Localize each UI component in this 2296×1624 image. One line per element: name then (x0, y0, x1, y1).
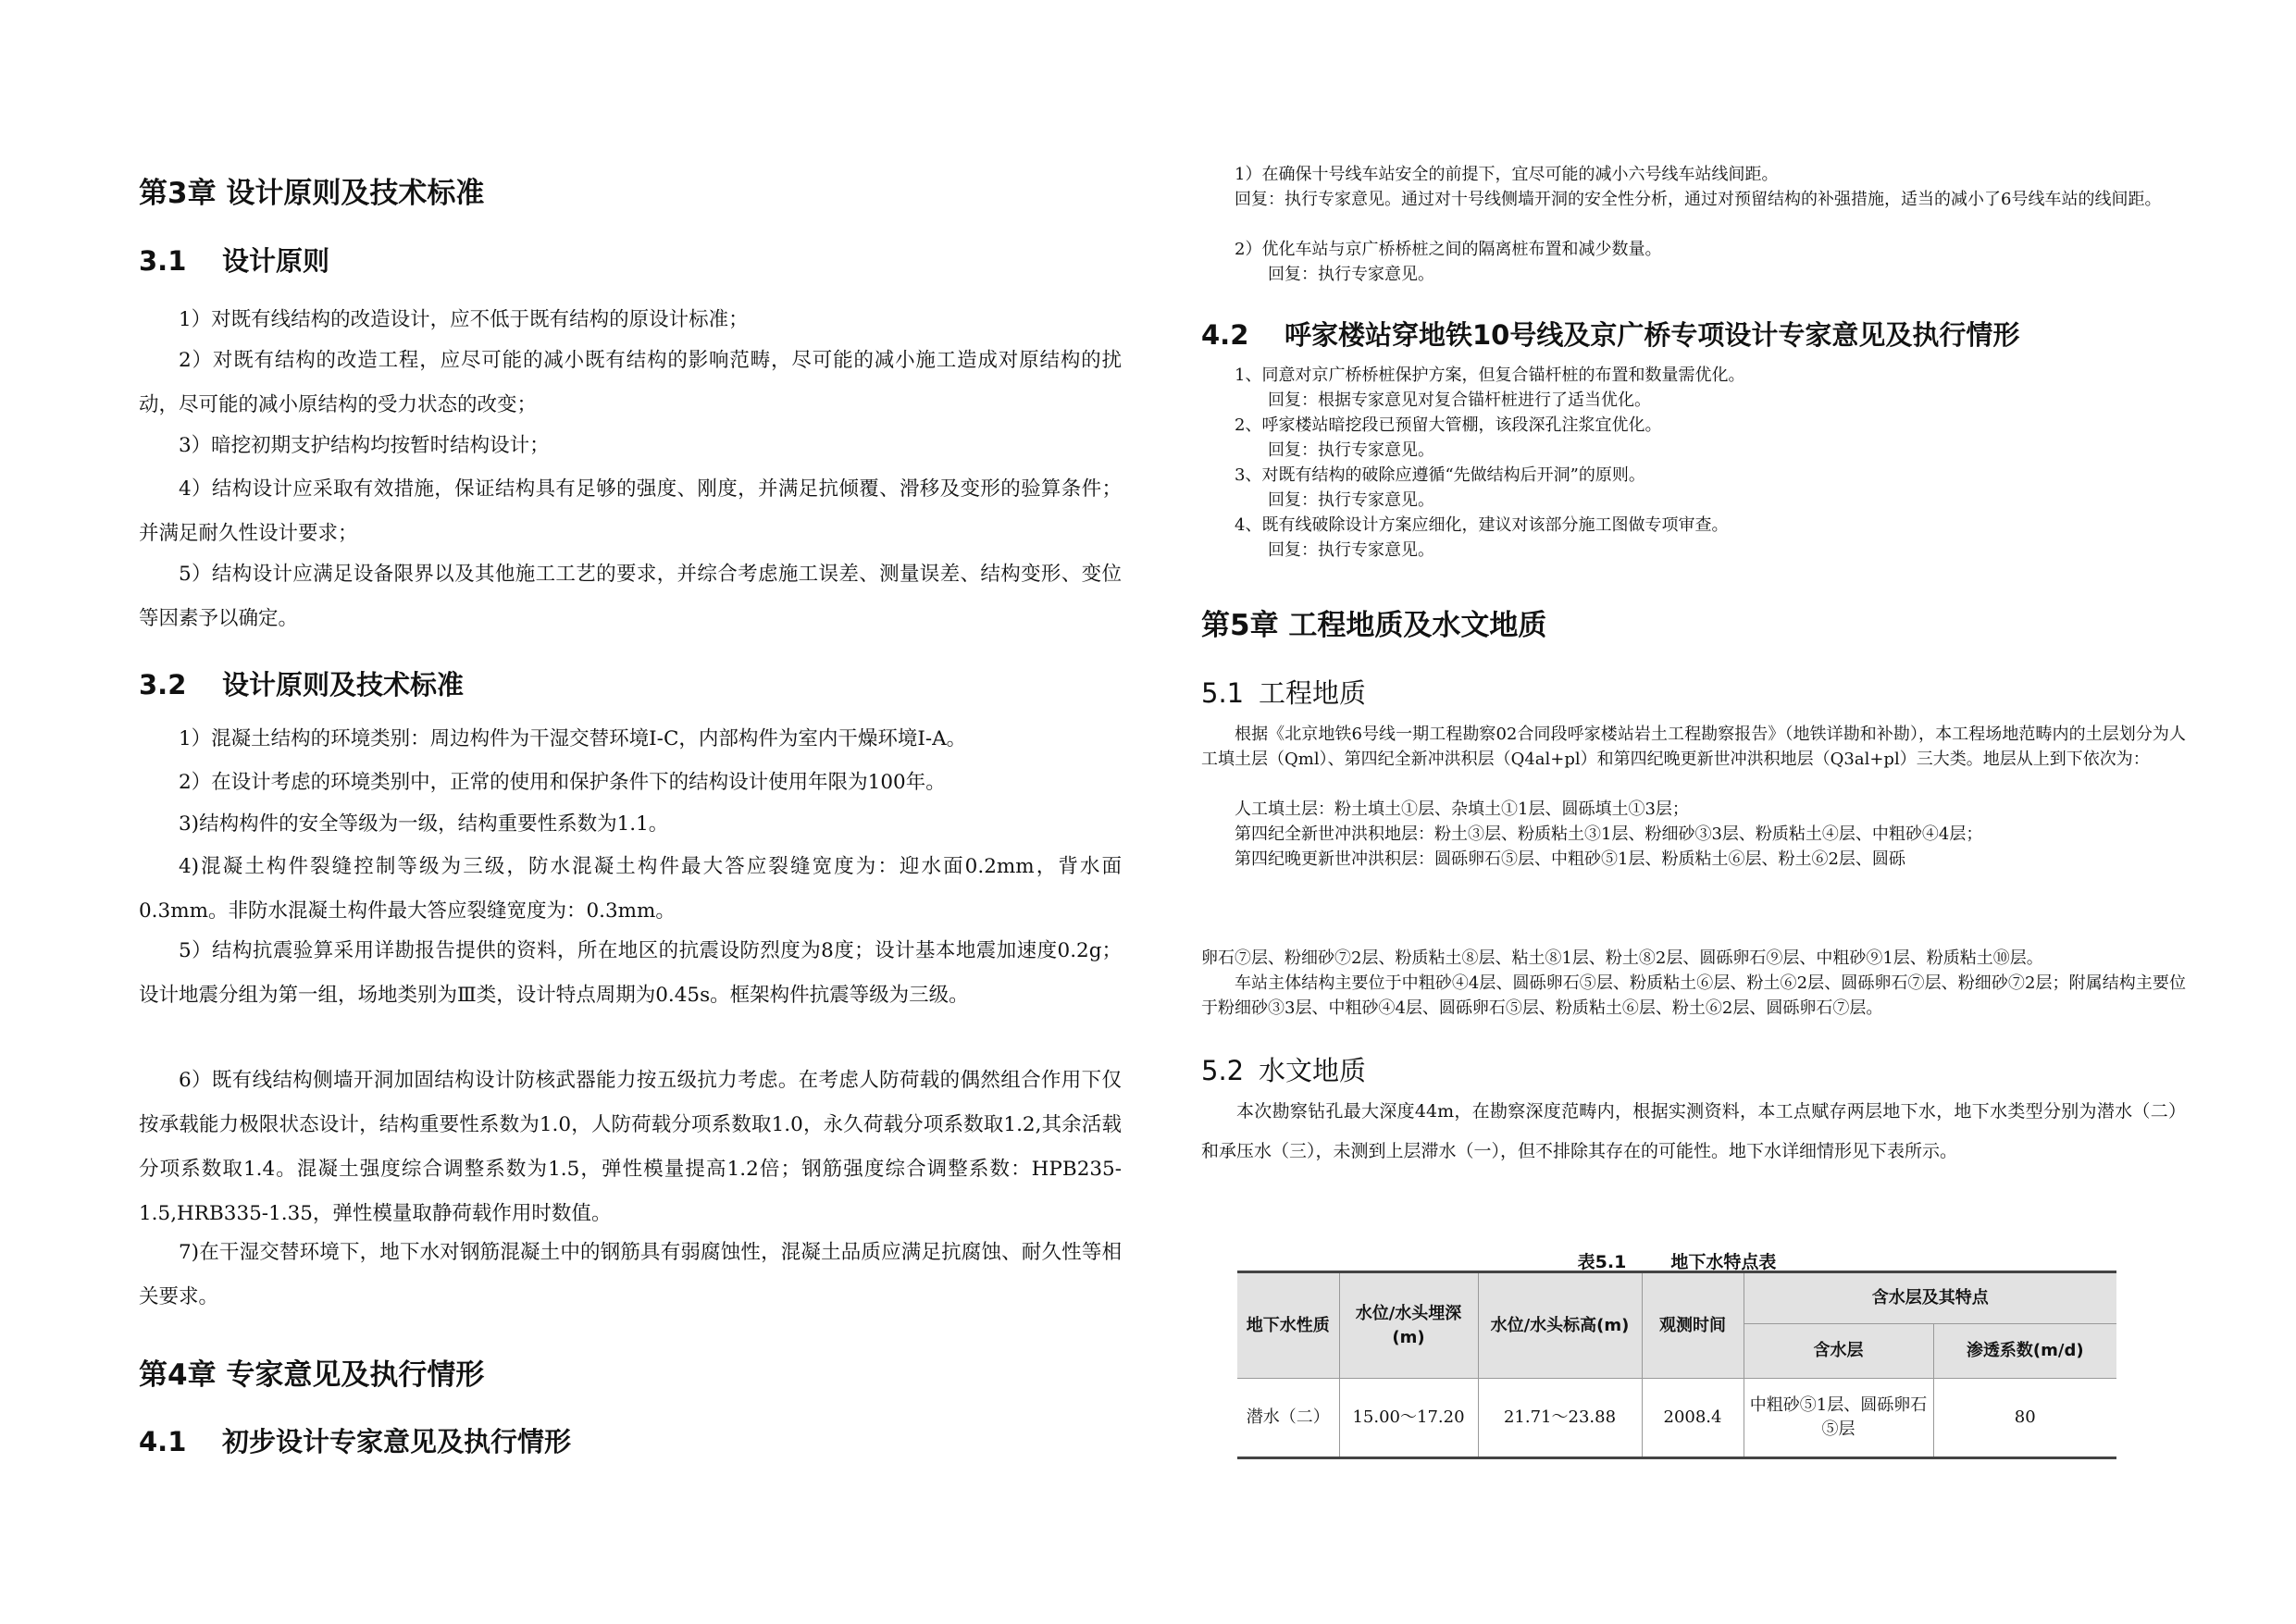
paragraph: 2）对既有结构的改造工程，应尽可能的减小既有结构的影响范畴，尽可能的减小施工造成对原结构的扰动，尽可能的减小原结构的受力状态的改变； (139, 349, 1122, 416)
section-number: 3.2 (139, 669, 187, 700)
cell-permeability: 80 (1933, 1379, 2116, 1458)
reply-text: 回复：执行专家意见。通过对十号线侧墙开洞的安全性分析，通过对预留结构的补强措施，适当的减小了6号线车站的线间距。 (1235, 190, 2162, 209)
header-water-type: 地下水性质 (1237, 1272, 1339, 1379)
table-title: 地下水特点表 (1670, 1252, 1777, 1272)
section-number: 3.1 (139, 245, 187, 277)
chapter-4-title: 第4章 专家意见及执行情形 (139, 1358, 485, 1392)
paragraph: 4）结构设计应采取有效措施，保证结构具有足够的强度、刚度，并满足抗倾覆、滑移及变形的验算条件；并满足耐久性设计要求； (139, 477, 1122, 545)
cell-water-depth: 15.00～17.20 (1339, 1379, 1478, 1458)
header-observation-time: 观测时间 (1642, 1272, 1744, 1379)
table-caption (1237, 1248, 2116, 1273)
paragraph: 车站主体结构主要位于中粗砂④4层、圆砾卵石⑤层、粉质粘土⑥层、粉土⑥2层、圆砾卵石⑦层、粉细砂⑦2层；附属结构主要位于粉细砂③3层、中粗砂④4层、圆砾卵石⑤层、粉质粘土⑥层、粉土⑥2层、圆砾卵石⑦层。 (1201, 973, 2186, 1018)
cell-observation-time: 2008.4 (1642, 1379, 1744, 1458)
cell-water-type: 潜水（二） (1237, 1379, 1339, 1458)
opinion-item: 1）在确保十号线车站安全的前提下，宜尽可能的减小六号线车站线间距。 (1235, 165, 1779, 184)
opinion-item: 1、同意对京广桥桥桩保护方案，但复合锚杆桩的布置和数量需优化。 (1235, 366, 1745, 385)
section-3-1-heading (139, 241, 329, 279)
section-title: 设计原则 (222, 245, 330, 277)
section-3-2-heading (139, 664, 464, 702)
section-5-2-heading (1201, 1050, 1366, 1088)
reply-text: 回复：根据专家意见对复合锚杆桩进行了适当优化。 (1268, 391, 1651, 410)
paragraph: 3)结构构件的安全等级为一级，结构重要性系数为1.1。 (179, 812, 669, 836)
paragraph: 1）混凝土结构的环境类别：周边构件为干湿交替环境I-C，内部构件为室内干燥环境I-A。 (179, 727, 967, 750)
stratum-line: 人工填土层：粉土填土①层、杂填土①1层、圆砾填土①3层； (1235, 800, 1689, 819)
section-title: 工程地质 (1259, 677, 1367, 709)
section-number: 4.1 (139, 1426, 187, 1457)
paragraph: 1）对既有线结构的改造设计，应不低于既有结构的原设计标准； (179, 308, 749, 331)
section-number: 5.2 (1201, 1055, 1245, 1086)
paragraph: 2）在设计考虑的环境类别中，正常的使用和保护条件下的结构设计使用年限为100年。 (179, 771, 946, 794)
header-water-depth: 水位/水头埋深(m) (1339, 1272, 1478, 1379)
section-title: 初步设计专家意见及执行情形 (222, 1426, 572, 1457)
table-header-row (1237, 1272, 2116, 1324)
stratum-line: 卵石⑦层、粉细砂⑦2层、粉质粘土⑧层、粘土⑧1层、粉土⑧2层、圆砾卵石⑨层、中粗砂⑨1层、粉质粘土⑩层。 (1201, 948, 2043, 968)
header-aquifer: 含水层 (1744, 1324, 1933, 1379)
reply-text: 回复：执行专家意见。 (1268, 265, 1434, 284)
paragraph: 4)混凝土构件裂缝控制等级为三级，防水混凝土构件最大答应裂缝宽度为：迎水面0.2mm，背水面0.3mm。非防水混凝土构件最大答应裂缝宽度为：0.3mm。 (139, 855, 1122, 923)
chapter-3-title: 第3章 设计原则及技术标准 (139, 177, 485, 210)
stratum-line: 第四纪晚更新世冲洪积层：圆砾卵石⑤层、中粗砂⑤1层、粉质粘土⑥层、粉土⑥2层、圆砾 (1235, 849, 1905, 869)
section-title: 设计原则及技术标准 (222, 669, 465, 700)
paragraph: 3）暗挖初期支护结构均按暂时结构设计； (179, 434, 550, 457)
table-number: 表5.1 (1577, 1252, 1627, 1272)
chapter-5-title: 第5章 工程地质及水文地质 (1201, 609, 1547, 642)
section-number: 4.2 (1201, 319, 1249, 351)
header-permeability: 渗透系数(m/d) (1933, 1324, 2116, 1379)
table-row (1237, 1379, 2116, 1458)
reply-text: 回复：执行专家意见。 (1268, 490, 1434, 510)
paragraph: 5）结构抗震验算采用详勘报告提供的资料，所在地区的抗震设防烈度为8度；设计基本地震加速度0.2g；设计地震分组为第一组，场地类别为Ⅲ类，设计特点周期为0.45s。框架构件抗震等级为三级。 (139, 939, 1122, 1007)
groundwater-table (1237, 1271, 2116, 1459)
opinion-item: 2）优化车站与京广桥桥桩之间的隔离桩布置和减少数量。 (1235, 240, 1662, 259)
section-4-2-heading (1201, 315, 2019, 353)
opinion-item: 4、既有线破除设计方案应细化，建议对该部分施工图做专项审查。 (1235, 515, 1729, 535)
paragraph: 7)在干湿交替环境下，地下水对钢筋混凝土中的钢筋具有弱腐蚀性，混凝土品质应满足抗腐蚀、耐久性等相关要求。 (139, 1241, 1122, 1308)
paragraph: 6）既有线结构侧墙开洞加固结构设计防核武器能力按五级抗力考虑。在考虑人防荷载的偶然组合作用下仅按承载能力极限状态设计，结构重要性系数为1.0，人防荷载分项系数取1.0，永久荷载分项系数取1.2,其余活载分项系数取1.4。混凝土强度综合调整系数为1.5，弹性模量提高1.2倍；钢筋强度综合调整系数：HPB235-1.5,HRB335-1.35，弹性模量取静荷载作用时数值。 (139, 1069, 1122, 1225)
section-title: 水文地质 (1259, 1055, 1367, 1086)
header-water-elevation: 水位/水头标高(m) (1478, 1272, 1642, 1379)
cell-water-elevation: 21.71～23.88 (1478, 1379, 1642, 1458)
section-4-1-heading (139, 1421, 571, 1459)
section-number: 5.1 (1201, 677, 1245, 709)
paragraph: 本次勘察钻孔最大深度44m，在勘察深度范畴内，根据实测资料，本工点赋存两层地下水，地下水类型分别为潜水（二）和承压水（三），未测到上层滞水（一），但不排除其存在的可能性。地下水详细情形见下表所示。 (1201, 1101, 2186, 1161)
paragraph: 5）结构设计应满足设备限界以及其他施工工艺的要求，并综合考虑施工误差、测量误差、结构变形、变位等因素予以确定。 (139, 563, 1122, 630)
section-5-1-heading (1201, 673, 1366, 711)
opinion-item: 3、对既有结构的破除应遵循“先做结构后开洞”的原则。 (1235, 465, 1645, 485)
opinion-item: 2、呼家楼站暗挖段已预留大管棚，该段深孔注浆宜优化。 (1235, 415, 1662, 435)
cell-aquifer: 中粗砂⑤1层、圆砾卵石⑤层 (1744, 1379, 1933, 1458)
reply-text: 回复：执行专家意见。 (1268, 440, 1434, 460)
paragraph: 根据《北京地铁6号线一期工程勘察02合同段呼家楼站岩土工程勘察报告》（地铁详勘和补勘），本工程场地范畴内的土层划分为人工填土层（Qml）、第四纪全新冲洪积层（Q4al+pl）和第四纪晚更新世冲洪积地层（Q3al+pl）三大类。地层从上到下依次为： (1201, 725, 2186, 769)
section-title: 呼家楼站穿地铁10号线及京广桥专项设计专家意见及执行情形 (1285, 319, 2020, 351)
stratum-line: 第四纪全新世冲洪积地层：粉土③层、粉质粘土③1层、粉细砂③3层、粉质粘土④层、中粗砂④4层； (1235, 824, 1983, 844)
reply-text: 回复：执行专家意见。 (1268, 540, 1434, 560)
header-aquifer-group: 含水层及其特点 (1744, 1272, 2116, 1324)
